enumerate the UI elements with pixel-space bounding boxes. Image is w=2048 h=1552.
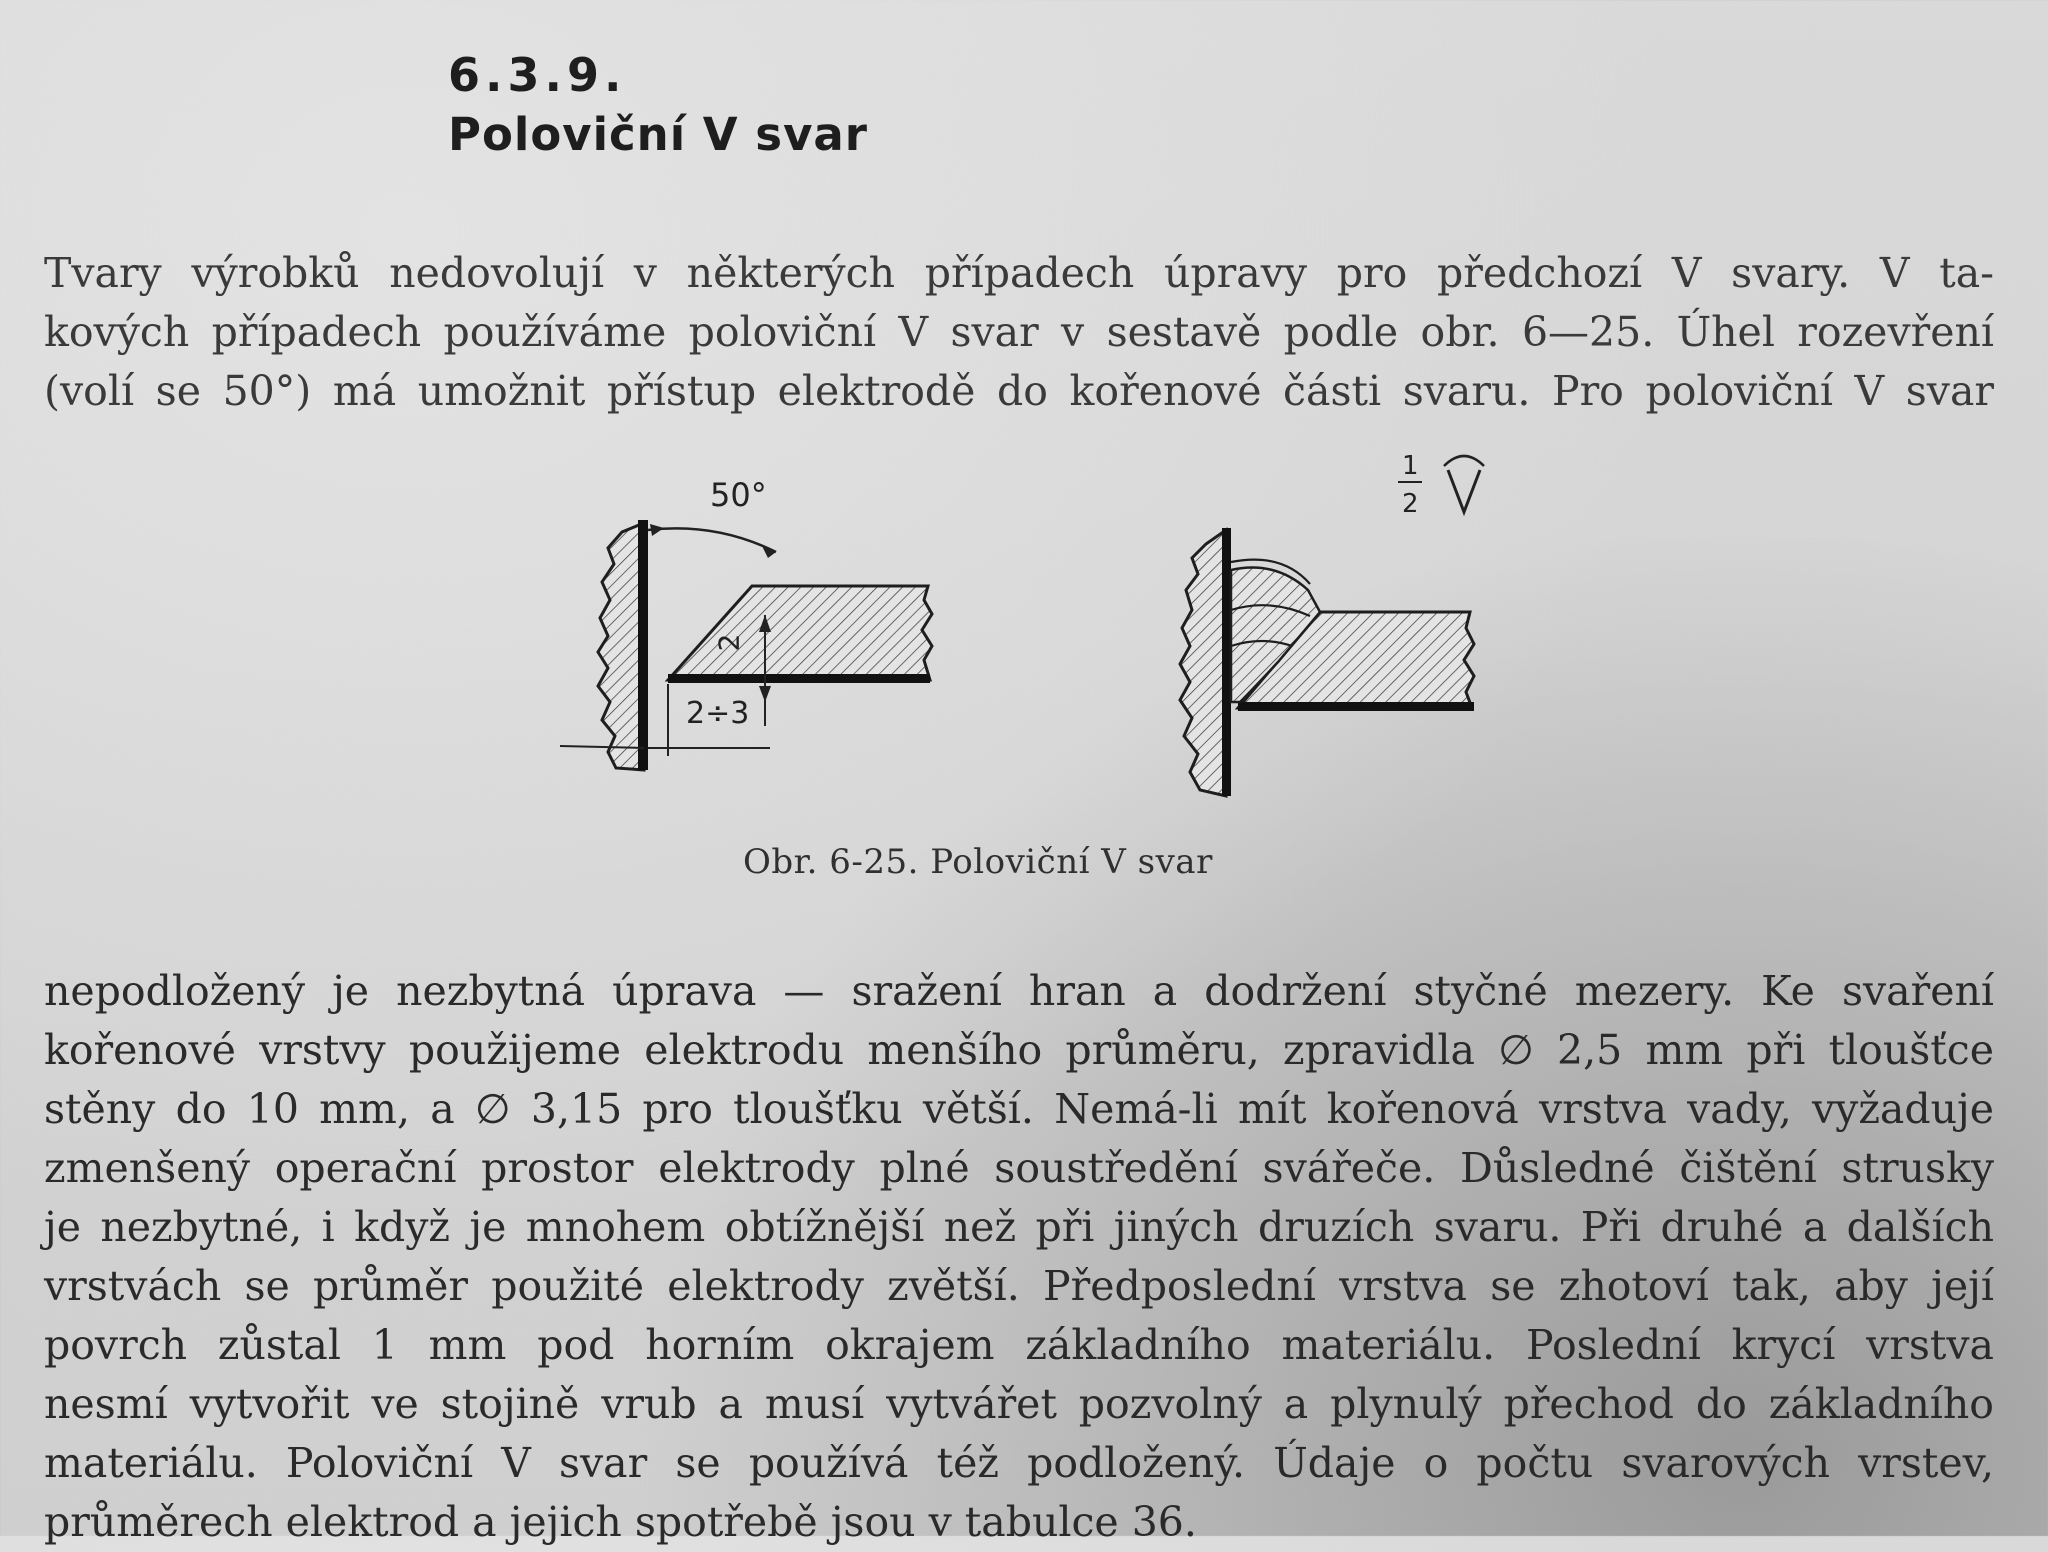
text-line: nesmí vytvořit ve stojině vrub a musí vytvářet pozvolný a plynulý přechod do základního [44,1380,1994,1428]
text-line: (volí se 50°) má umožnit přístup elektrodě do kořenové části svaru. Pro poloviční V svar [44,367,1994,415]
text-line: průměrech elektrod a jejich spotřebě jsou v tabulce 36. [44,1498,1197,1546]
text-line: materiálu. Poloviční V svar se používá též podložený. Údaje o počtu svarových vrstev, [44,1439,1994,1487]
text-line: nepodložený je nezbytná úprava — sražení hran a dodržení styčné mezery. Ke svaření [44,967,1994,1015]
paragraph-bottom [44,962,1994,1552]
dim-arrow-down [759,686,771,702]
weld-figure [540,440,1500,820]
plate-face [638,520,648,770]
paragraph-top [44,244,1994,421]
section-number: 6.3.9. [448,48,627,102]
symbol-denominator: 2 [1402,489,1419,519]
joint-preparation-drawing [560,520,932,770]
root-face-2 [1238,702,1474,711]
symbol-numerator: 1 [1402,451,1419,481]
weld-symbol-arc [1444,456,1484,466]
plate-face-2 [1222,528,1231,796]
gap-label: 2÷3 [686,696,750,731]
text-line: povrch zůstal 1 mm pod horním okrajem základního materiálu. Poslední krycí vrstva [44,1321,1994,1369]
root-face [668,674,930,683]
section-title: Poloviční V svar [448,108,868,161]
vertical-plate [598,523,644,770]
figure-caption: Obr. 6-25. Poloviční V svar [743,842,1213,882]
text-line: zmenšený operační prostor elektrody plné soustředění svářeče. Důsledné čištění strusky [44,1144,1994,1192]
text-line: vrstvách se průměr použité elektrody zvětší. Předposlední vrstva se zhotoví tak, aby její [44,1262,1994,1310]
text-line: stěny do 10 mm, a ∅ 3,15 pro tloušťku větší. Nemá-li mít kořenová vrstva vady, vyžaduje [44,1085,1994,1133]
text-line: Tvary výrobků nedovolují v některých případech úpravy pro předchozí V svary. V ta- [44,249,1994,297]
vertical-plate-2 [1180,530,1226,796]
weld-diagram [540,440,1500,820]
height-label: 2 [712,633,746,652]
angle-arc [648,528,776,552]
text-line: je nezbytné, i když je mnohem obtížnější než při jiných druzích svaru. Při druhé a dalších [44,1203,1994,1251]
text-line: kových případech používáme poloviční V svar v sestavě podle obr. 6—25. Úhel rozevření [44,308,1994,356]
angle-label: 50° [710,476,767,514]
text-line: kořenové vrstvy použijeme elektrodu menšího průměru, zpravidla ∅ 2,5 mm při tloušťce [44,1026,1994,1074]
bevelled-plate [668,586,932,680]
finished-weld-drawing [1180,451,1484,796]
weld-symbol-v [1448,470,1480,512]
